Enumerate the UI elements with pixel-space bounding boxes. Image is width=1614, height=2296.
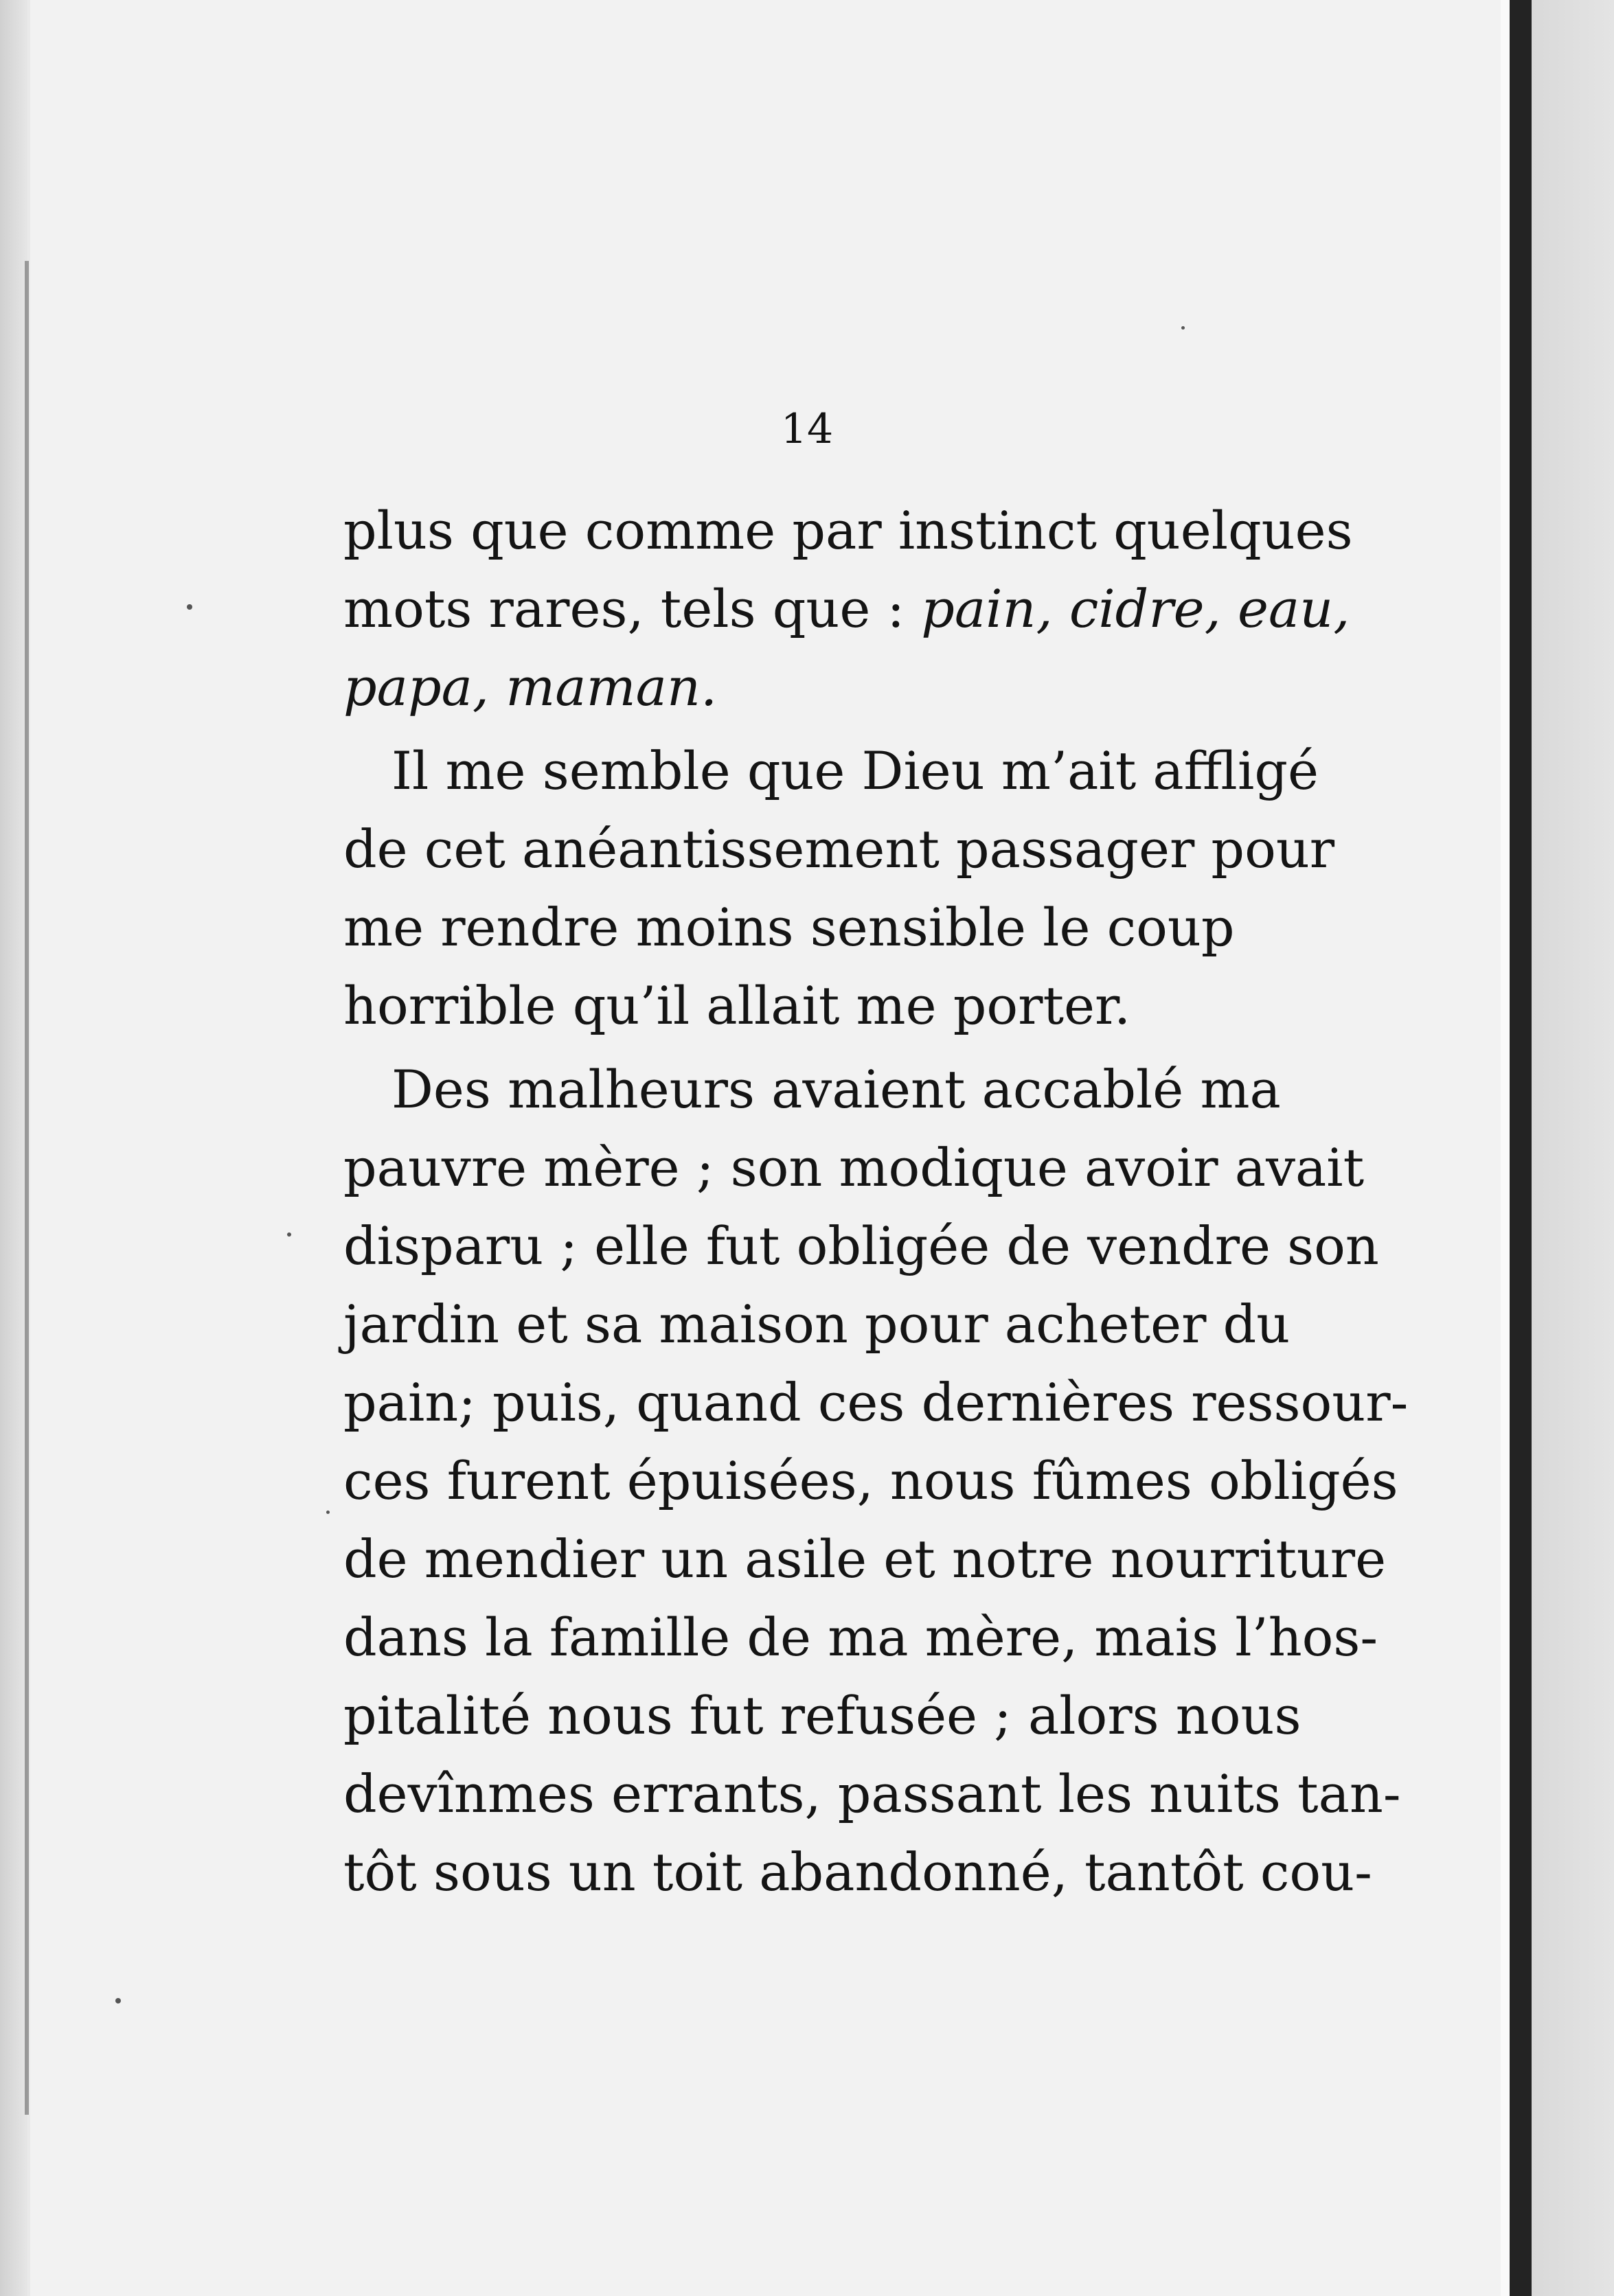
- paragraph: [343, 492, 1353, 726]
- text-segment: pauvre mère ; son modique avoir avait: [343, 1137, 1365, 1198]
- text-line: [343, 1520, 1387, 1598]
- text-segment: tôt sous un toit abandonné, tantôt cou-: [343, 1841, 1372, 1903]
- text-segment: plus que comme par instinct quelques: [343, 500, 1353, 561]
- italic-text: papa, maman.: [343, 656, 718, 718]
- text-segment: mots rares, tels que :: [343, 578, 922, 639]
- paragraph: [343, 1051, 1409, 1912]
- page-left-edge: [0, 0, 27, 2296]
- text-segment: dans la famille de ma mère, mais l’hos-: [343, 1607, 1378, 1668]
- text-segment: pitalité nous fut refusée ; alors nous: [343, 1685, 1302, 1746]
- text-segment: disparu ; elle fut obligée de vendre son: [343, 1215, 1379, 1276]
- text-segment: Il me semble que Dieu m’ait affligé: [391, 740, 1319, 801]
- text-line: [343, 732, 1319, 810]
- text-line: [343, 1364, 1409, 1442]
- text-line: [343, 1442, 1398, 1520]
- text-line: [343, 648, 1216, 726]
- text-line: [343, 1755, 1401, 1833]
- adjacent-page-edge: [1532, 0, 1614, 2296]
- paragraph: [343, 732, 1335, 1045]
- text-line: [343, 1285, 1291, 1364]
- text-line: [343, 888, 1235, 967]
- text-segment: jardin et sa maison pour acheter du: [343, 1294, 1291, 1355]
- text-line: [343, 967, 1216, 1045]
- body-text: [343, 486, 1409, 1912]
- text-segment: Des malheurs avaient accablé ma: [391, 1059, 1281, 1120]
- text-line: [343, 1677, 1302, 1755]
- italic-text: pain, cidre, eau,: [921, 578, 1350, 639]
- scan-speck: [187, 604, 192, 610]
- text-line: [343, 1129, 1365, 1207]
- text-segment: devînmes errants, passant les nuits tan-: [343, 1763, 1401, 1824]
- page-number: 14: [780, 405, 834, 453]
- scan-speck: [326, 1511, 330, 1514]
- text-line: [343, 1833, 1372, 1912]
- text-segment: pain; puis, quand ces dernières ressour-: [343, 1372, 1409, 1433]
- text-segment: ces furent épuisées, nous fûmes obligés: [343, 1450, 1398, 1511]
- text-segment: me rendre moins sensible le coup: [343, 897, 1235, 958]
- text-segment: de mendier un asile et notre nourriture: [343, 1528, 1387, 1589]
- text-line: [343, 1207, 1379, 1285]
- text-line: [343, 810, 1335, 888]
- text-line: [343, 1051, 1281, 1129]
- text-segment: de cet anéantissement passager pour: [343, 818, 1335, 880]
- text-line: [343, 1598, 1378, 1677]
- text-segment: horrible qu’il allait me porter.: [343, 975, 1131, 1036]
- scan-speck: [115, 1998, 121, 2004]
- scan-speck: [1181, 326, 1185, 330]
- text-line: [343, 492, 1353, 570]
- text-line: [343, 570, 1350, 648]
- page-left-shadow-line: [25, 261, 29, 2115]
- scan-speck: [287, 1232, 291, 1237]
- book-spine: [1510, 0, 1532, 2296]
